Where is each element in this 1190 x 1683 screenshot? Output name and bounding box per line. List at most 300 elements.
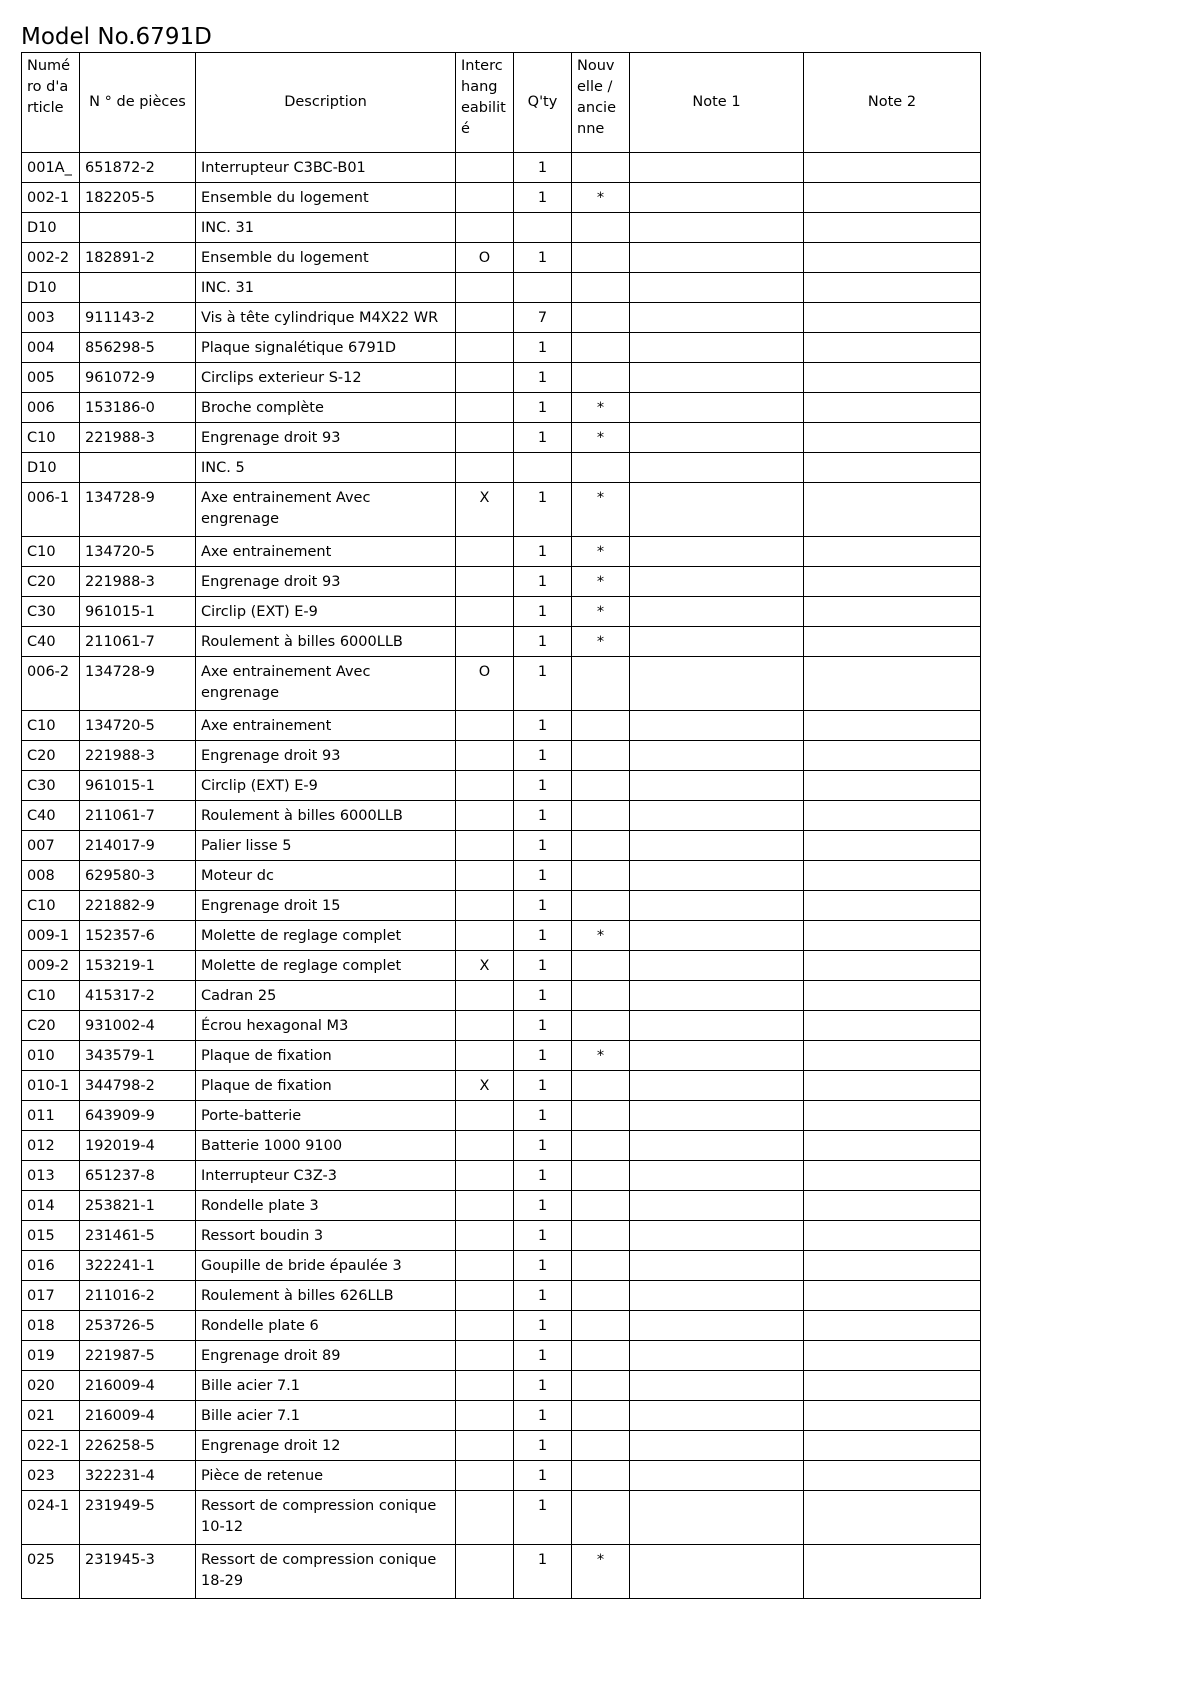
table-row <box>22 153 981 183</box>
table-row <box>22 213 981 243</box>
cell-note-1 <box>630 423 804 453</box>
cell-item-number: 005 <box>22 363 80 393</box>
cell-interchangeability: X <box>456 483 514 537</box>
cell-note-1 <box>630 1461 804 1491</box>
cell-interchangeability <box>456 183 514 213</box>
cell-note-1 <box>630 567 804 597</box>
table-row <box>22 741 981 771</box>
cell-note-1 <box>630 1281 804 1311</box>
table-row <box>22 537 981 567</box>
cell-description: Ressort de compression conique 10-12 <box>196 1491 456 1545</box>
header-description: Description <box>196 53 456 153</box>
cell-description: Circlips exterieur S-12 <box>196 363 456 393</box>
table-row <box>22 1341 981 1371</box>
cell-part-number: 231461-5 <box>80 1221 196 1251</box>
table-row <box>22 1011 981 1041</box>
cell-new-old <box>572 861 630 891</box>
cell-new-old: * <box>572 1545 630 1599</box>
cell-part-number: 216009-4 <box>80 1371 196 1401</box>
cell-item-number: 010 <box>22 1041 80 1071</box>
cell-quantity: 1 <box>514 1191 572 1221</box>
cell-interchangeability: X <box>456 1071 514 1101</box>
cell-new-old: * <box>572 567 630 597</box>
cell-note-2 <box>804 183 981 213</box>
cell-interchangeability <box>456 1401 514 1431</box>
cell-note-2 <box>804 981 981 1011</box>
cell-part-number: 343579-1 <box>80 1041 196 1071</box>
cell-item-number: C20 <box>22 567 80 597</box>
header-line: é <box>461 121 470 137</box>
header-new-old <box>572 53 630 153</box>
cell-quantity: 1 <box>514 1401 572 1431</box>
cell-quantity: 1 <box>514 1161 572 1191</box>
cell-item-number: C10 <box>22 711 80 741</box>
cell-item-number: 024-1 <box>22 1491 80 1545</box>
table-row <box>22 1311 981 1341</box>
cell-description: Axe entrainement <box>196 537 456 567</box>
cell-interchangeability <box>456 711 514 741</box>
cell-part-number: 221987-5 <box>80 1341 196 1371</box>
cell-note-2 <box>804 657 981 711</box>
cell-interchangeability <box>456 1041 514 1071</box>
cell-part-number: 221988-3 <box>80 741 196 771</box>
cell-note-2 <box>804 1041 981 1071</box>
cell-note-2 <box>804 1101 981 1131</box>
cell-interchangeability <box>456 921 514 951</box>
cell-part-number: 415317-2 <box>80 981 196 1011</box>
table-row <box>22 657 981 711</box>
cell-new-old: * <box>572 483 630 537</box>
cell-quantity: 1 <box>514 537 572 567</box>
table-row <box>22 1221 981 1251</box>
cell-part-number: 153186-0 <box>80 393 196 423</box>
cell-quantity: 1 <box>514 1545 572 1599</box>
cell-part-number: 211061-7 <box>80 801 196 831</box>
cell-description: Circlip (EXT) E-9 <box>196 771 456 801</box>
cell-new-old <box>572 213 630 243</box>
cell-item-number: 002-2 <box>22 243 80 273</box>
cell-interchangeability <box>456 1341 514 1371</box>
cell-description: Porte-batterie <box>196 1101 456 1131</box>
header-line: nne <box>577 121 605 137</box>
cell-interchangeability <box>456 1311 514 1341</box>
cell-note-1 <box>630 597 804 627</box>
cell-new-old <box>572 1101 630 1131</box>
cell-note-2 <box>804 1311 981 1341</box>
cell-item-number: C10 <box>22 423 80 453</box>
cell-interchangeability <box>456 567 514 597</box>
cell-new-old: * <box>572 537 630 567</box>
cell-note-2 <box>804 1161 981 1191</box>
cell-quantity: 1 <box>514 597 572 627</box>
cell-note-1 <box>630 1371 804 1401</box>
cell-part-number: 214017-9 <box>80 831 196 861</box>
cell-item-number: 010-1 <box>22 1071 80 1101</box>
cell-note-2 <box>804 1071 981 1101</box>
cell-note-1 <box>630 771 804 801</box>
cell-quantity: 1 <box>514 423 572 453</box>
table-row <box>22 831 981 861</box>
cell-note-2 <box>804 1341 981 1371</box>
cell-note-1 <box>630 243 804 273</box>
cell-note-2 <box>804 1491 981 1545</box>
table-row <box>22 1431 981 1461</box>
cell-new-old <box>572 1191 630 1221</box>
cell-part-number: 182205-5 <box>80 183 196 213</box>
cell-description: Engrenage droit 15 <box>196 891 456 921</box>
table-row <box>22 423 981 453</box>
header-line: Nouv <box>577 58 615 74</box>
cell-note-2 <box>804 333 981 363</box>
header-part-number: N ° de pièces <box>80 53 196 153</box>
cell-note-2 <box>804 771 981 801</box>
cell-quantity: 1 <box>514 1311 572 1341</box>
cell-description: Ressort boudin 3 <box>196 1221 456 1251</box>
cell-quantity: 1 <box>514 1371 572 1401</box>
cell-part-number: 231945-3 <box>80 1545 196 1599</box>
cell-quantity: 1 <box>514 801 572 831</box>
table-row <box>22 1071 981 1101</box>
cell-note-1 <box>630 657 804 711</box>
table-row <box>22 1131 981 1161</box>
cell-item-number: C10 <box>22 537 80 567</box>
cell-quantity: 1 <box>514 393 572 423</box>
cell-interchangeability: O <box>456 657 514 711</box>
cell-new-old: * <box>572 393 630 423</box>
cell-note-2 <box>804 153 981 183</box>
cell-new-old <box>572 1071 630 1101</box>
cell-interchangeability <box>456 981 514 1011</box>
cell-new-old <box>572 1131 630 1161</box>
cell-quantity: 1 <box>514 657 572 711</box>
cell-item-number: C20 <box>22 1011 80 1041</box>
table-row <box>22 1401 981 1431</box>
cell-interchangeability <box>456 1221 514 1251</box>
cell-item-number: 021 <box>22 1401 80 1431</box>
cell-item-number: 017 <box>22 1281 80 1311</box>
cell-new-old <box>572 657 630 711</box>
cell-description: Roulement à billes 6000LLB <box>196 627 456 657</box>
cell-part-number: 322231-4 <box>80 1461 196 1491</box>
cell-part-number: 216009-4 <box>80 1401 196 1431</box>
cell-note-1 <box>630 1341 804 1371</box>
table-row <box>22 303 981 333</box>
header-line: Numé <box>27 58 71 74</box>
cell-part-number: 152357-6 <box>80 921 196 951</box>
cell-new-old: * <box>572 627 630 657</box>
cell-interchangeability <box>456 393 514 423</box>
cell-description: Bille acier 7.1 <box>196 1401 456 1431</box>
cell-description: Axe entrainement <box>196 711 456 741</box>
cell-interchangeability <box>456 831 514 861</box>
cell-note-1 <box>630 1071 804 1101</box>
header-line: eabilit <box>461 100 506 116</box>
cell-quantity: 1 <box>514 741 572 771</box>
cell-new-old <box>572 1461 630 1491</box>
cell-note-1 <box>630 1431 804 1461</box>
cell-item-number: 009-2 <box>22 951 80 981</box>
cell-new-old: * <box>572 183 630 213</box>
cell-item-number: D10 <box>22 213 80 243</box>
cell-note-2 <box>804 393 981 423</box>
table-row <box>22 1491 981 1545</box>
cell-note-1 <box>630 1311 804 1341</box>
cell-new-old <box>572 1371 630 1401</box>
cell-quantity: 1 <box>514 627 572 657</box>
cell-part-number: 253726-5 <box>80 1311 196 1341</box>
cell-quantity: 1 <box>514 333 572 363</box>
cell-new-old <box>572 1281 630 1311</box>
cell-part-number <box>80 213 196 243</box>
cell-part-number: 651237-8 <box>80 1161 196 1191</box>
cell-description: Écrou hexagonal M3 <box>196 1011 456 1041</box>
cell-item-number: C40 <box>22 627 80 657</box>
cell-description: Vis à tête cylindrique M4X22 WR <box>196 303 456 333</box>
cell-interchangeability <box>456 1161 514 1191</box>
table-row <box>22 1101 981 1131</box>
cell-item-number: 009-1 <box>22 921 80 951</box>
cell-interchangeability <box>456 1251 514 1281</box>
cell-note-1 <box>630 891 804 921</box>
cell-item-number: 004 <box>22 333 80 363</box>
cell-description: Roulement à billes 6000LLB <box>196 801 456 831</box>
table-row <box>22 453 981 483</box>
cell-item-number: 020 <box>22 1371 80 1401</box>
cell-item-number: 015 <box>22 1221 80 1251</box>
cell-quantity: 1 <box>514 831 572 861</box>
cell-note-1 <box>630 183 804 213</box>
cell-note-1 <box>630 831 804 861</box>
table-row <box>22 711 981 741</box>
cell-part-number: 211061-7 <box>80 627 196 657</box>
cell-interchangeability <box>456 891 514 921</box>
cell-description: Bille acier 7.1 <box>196 1371 456 1401</box>
cell-item-number: 012 <box>22 1131 80 1161</box>
cell-description: Rondelle plate 3 <box>196 1191 456 1221</box>
cell-interchangeability <box>456 861 514 891</box>
cell-quantity: 1 <box>514 1101 572 1131</box>
cell-new-old <box>572 1221 630 1251</box>
cell-note-1 <box>630 453 804 483</box>
table-row <box>22 627 981 657</box>
table-row <box>22 951 981 981</box>
cell-interchangeability <box>456 741 514 771</box>
cell-description: Ressort de compression conique 18-29 <box>196 1545 456 1599</box>
header-line: ancie <box>577 100 616 116</box>
header-note-2: Note 2 <box>804 53 981 153</box>
cell-description: Goupille de bride épaulée 3 <box>196 1251 456 1281</box>
cell-note-2 <box>804 1431 981 1461</box>
cell-item-number: 018 <box>22 1311 80 1341</box>
cell-new-old: * <box>572 1041 630 1071</box>
cell-note-1 <box>630 801 804 831</box>
cell-note-2 <box>804 1191 981 1221</box>
cell-item-number: 023 <box>22 1461 80 1491</box>
cell-item-number: 006-2 <box>22 657 80 711</box>
cell-new-old <box>572 1431 630 1461</box>
cell-description: INC. 31 <box>196 213 456 243</box>
cell-interchangeability: O <box>456 243 514 273</box>
cell-note-1 <box>630 213 804 243</box>
cell-part-number: 643909-9 <box>80 1101 196 1131</box>
table-row <box>22 981 981 1011</box>
cell-note-1 <box>630 1401 804 1431</box>
cell-description: Engrenage droit 93 <box>196 741 456 771</box>
cell-item-number: 008 <box>22 861 80 891</box>
cell-new-old <box>572 333 630 363</box>
cell-new-old <box>572 303 630 333</box>
header-quantity: Q'ty <box>514 53 572 153</box>
cell-interchangeability <box>456 453 514 483</box>
cell-part-number: 322241-1 <box>80 1251 196 1281</box>
parts-table-body <box>22 153 981 1599</box>
cell-part-number: 192019-4 <box>80 1131 196 1161</box>
cell-description: Broche complète <box>196 393 456 423</box>
table-row <box>22 1461 981 1491</box>
cell-note-1 <box>630 333 804 363</box>
cell-interchangeability: X <box>456 951 514 981</box>
cell-note-1 <box>630 711 804 741</box>
cell-part-number: 856298-5 <box>80 333 196 363</box>
table-row <box>22 891 981 921</box>
cell-description: Rondelle plate 6 <box>196 1311 456 1341</box>
cell-item-number: 006-1 <box>22 483 80 537</box>
cell-part-number: 253821-1 <box>80 1191 196 1221</box>
table-row <box>22 861 981 891</box>
cell-description: INC. 5 <box>196 453 456 483</box>
cell-note-2 <box>804 861 981 891</box>
cell-item-number: 014 <box>22 1191 80 1221</box>
cell-new-old <box>572 243 630 273</box>
cell-note-2 <box>804 711 981 741</box>
cell-interchangeability <box>456 537 514 567</box>
cell-quantity <box>514 273 572 303</box>
cell-note-2 <box>804 1545 981 1599</box>
cell-interchangeability <box>456 1191 514 1221</box>
cell-description: Plaque signalétique 6791D <box>196 333 456 363</box>
cell-description: Axe entrainement Avec engrenage <box>196 483 456 537</box>
parts-table <box>21 52 981 1599</box>
cell-item-number: 025 <box>22 1545 80 1599</box>
cell-description: Cadran 25 <box>196 981 456 1011</box>
cell-new-old <box>572 1161 630 1191</box>
cell-note-2 <box>804 213 981 243</box>
table-row <box>22 1191 981 1221</box>
table-row <box>22 597 981 627</box>
cell-note-1 <box>630 1041 804 1071</box>
cell-quantity: 1 <box>514 183 572 213</box>
cell-new-old <box>572 951 630 981</box>
header-line: hang <box>461 79 498 95</box>
table-header-row <box>22 53 981 153</box>
header-note-1: Note 1 <box>630 53 804 153</box>
cell-note-1 <box>630 921 804 951</box>
cell-description: Molette de reglage complet <box>196 921 456 951</box>
cell-item-number: 006 <box>22 393 80 423</box>
table-row <box>22 1281 981 1311</box>
cell-note-2 <box>804 741 981 771</box>
header-line: Interc <box>461 58 503 74</box>
cell-quantity: 1 <box>514 567 572 597</box>
cell-note-2 <box>804 1461 981 1491</box>
cell-part-number: 961015-1 <box>80 771 196 801</box>
cell-quantity: 1 <box>514 1251 572 1281</box>
cell-interchangeability <box>456 771 514 801</box>
cell-note-1 <box>630 1011 804 1041</box>
cell-part-number: 134728-9 <box>80 483 196 537</box>
cell-note-1 <box>630 153 804 183</box>
cell-note-1 <box>630 1131 804 1161</box>
cell-item-number: D10 <box>22 453 80 483</box>
cell-interchangeability <box>456 333 514 363</box>
cell-new-old <box>572 891 630 921</box>
cell-note-2 <box>804 891 981 921</box>
table-row <box>22 393 981 423</box>
table-row <box>22 1041 981 1071</box>
cell-new-old <box>572 453 630 483</box>
cell-part-number: 221882-9 <box>80 891 196 921</box>
cell-item-number: 007 <box>22 831 80 861</box>
cell-part-number: 651872-2 <box>80 153 196 183</box>
cell-description: INC. 31 <box>196 273 456 303</box>
cell-part-number: 961072-9 <box>80 363 196 393</box>
cell-note-1 <box>630 1191 804 1221</box>
cell-note-2 <box>804 453 981 483</box>
cell-note-1 <box>630 1221 804 1251</box>
cell-description: Moteur dc <box>196 861 456 891</box>
cell-item-number: 016 <box>22 1251 80 1281</box>
cell-note-2 <box>804 951 981 981</box>
table-row <box>22 1161 981 1191</box>
cell-quantity: 1 <box>514 1431 572 1461</box>
cell-description: Molette de reglage complet <box>196 951 456 981</box>
cell-quantity <box>514 453 572 483</box>
cell-note-1 <box>630 1161 804 1191</box>
cell-quantity: 1 <box>514 483 572 537</box>
cell-item-number: 022-1 <box>22 1431 80 1461</box>
cell-new-old <box>572 741 630 771</box>
cell-note-2 <box>804 597 981 627</box>
cell-part-number: 226258-5 <box>80 1431 196 1461</box>
table-row <box>22 801 981 831</box>
table-row <box>22 1371 981 1401</box>
cell-new-old: * <box>572 597 630 627</box>
cell-item-number: 011 <box>22 1101 80 1131</box>
cell-note-1 <box>630 741 804 771</box>
cell-item-number: C10 <box>22 891 80 921</box>
cell-quantity: 1 <box>514 861 572 891</box>
cell-item-number: 001A_ <box>22 153 80 183</box>
cell-note-1 <box>630 273 804 303</box>
cell-item-number: C10 <box>22 981 80 1011</box>
cell-part-number: 629580-3 <box>80 861 196 891</box>
table-row <box>22 243 981 273</box>
cell-quantity: 7 <box>514 303 572 333</box>
cell-description: Engrenage droit 12 <box>196 1431 456 1461</box>
cell-note-2 <box>804 1281 981 1311</box>
cell-item-number: C30 <box>22 771 80 801</box>
cell-note-2 <box>804 801 981 831</box>
cell-new-old <box>572 363 630 393</box>
cell-description: Pièce de retenue <box>196 1461 456 1491</box>
cell-note-1 <box>630 861 804 891</box>
cell-new-old <box>572 1251 630 1281</box>
cell-note-2 <box>804 1251 981 1281</box>
cell-part-number: 153219-1 <box>80 951 196 981</box>
cell-part-number: 134720-5 <box>80 537 196 567</box>
cell-quantity: 1 <box>514 1221 572 1251</box>
header-interchangeability <box>456 53 514 153</box>
